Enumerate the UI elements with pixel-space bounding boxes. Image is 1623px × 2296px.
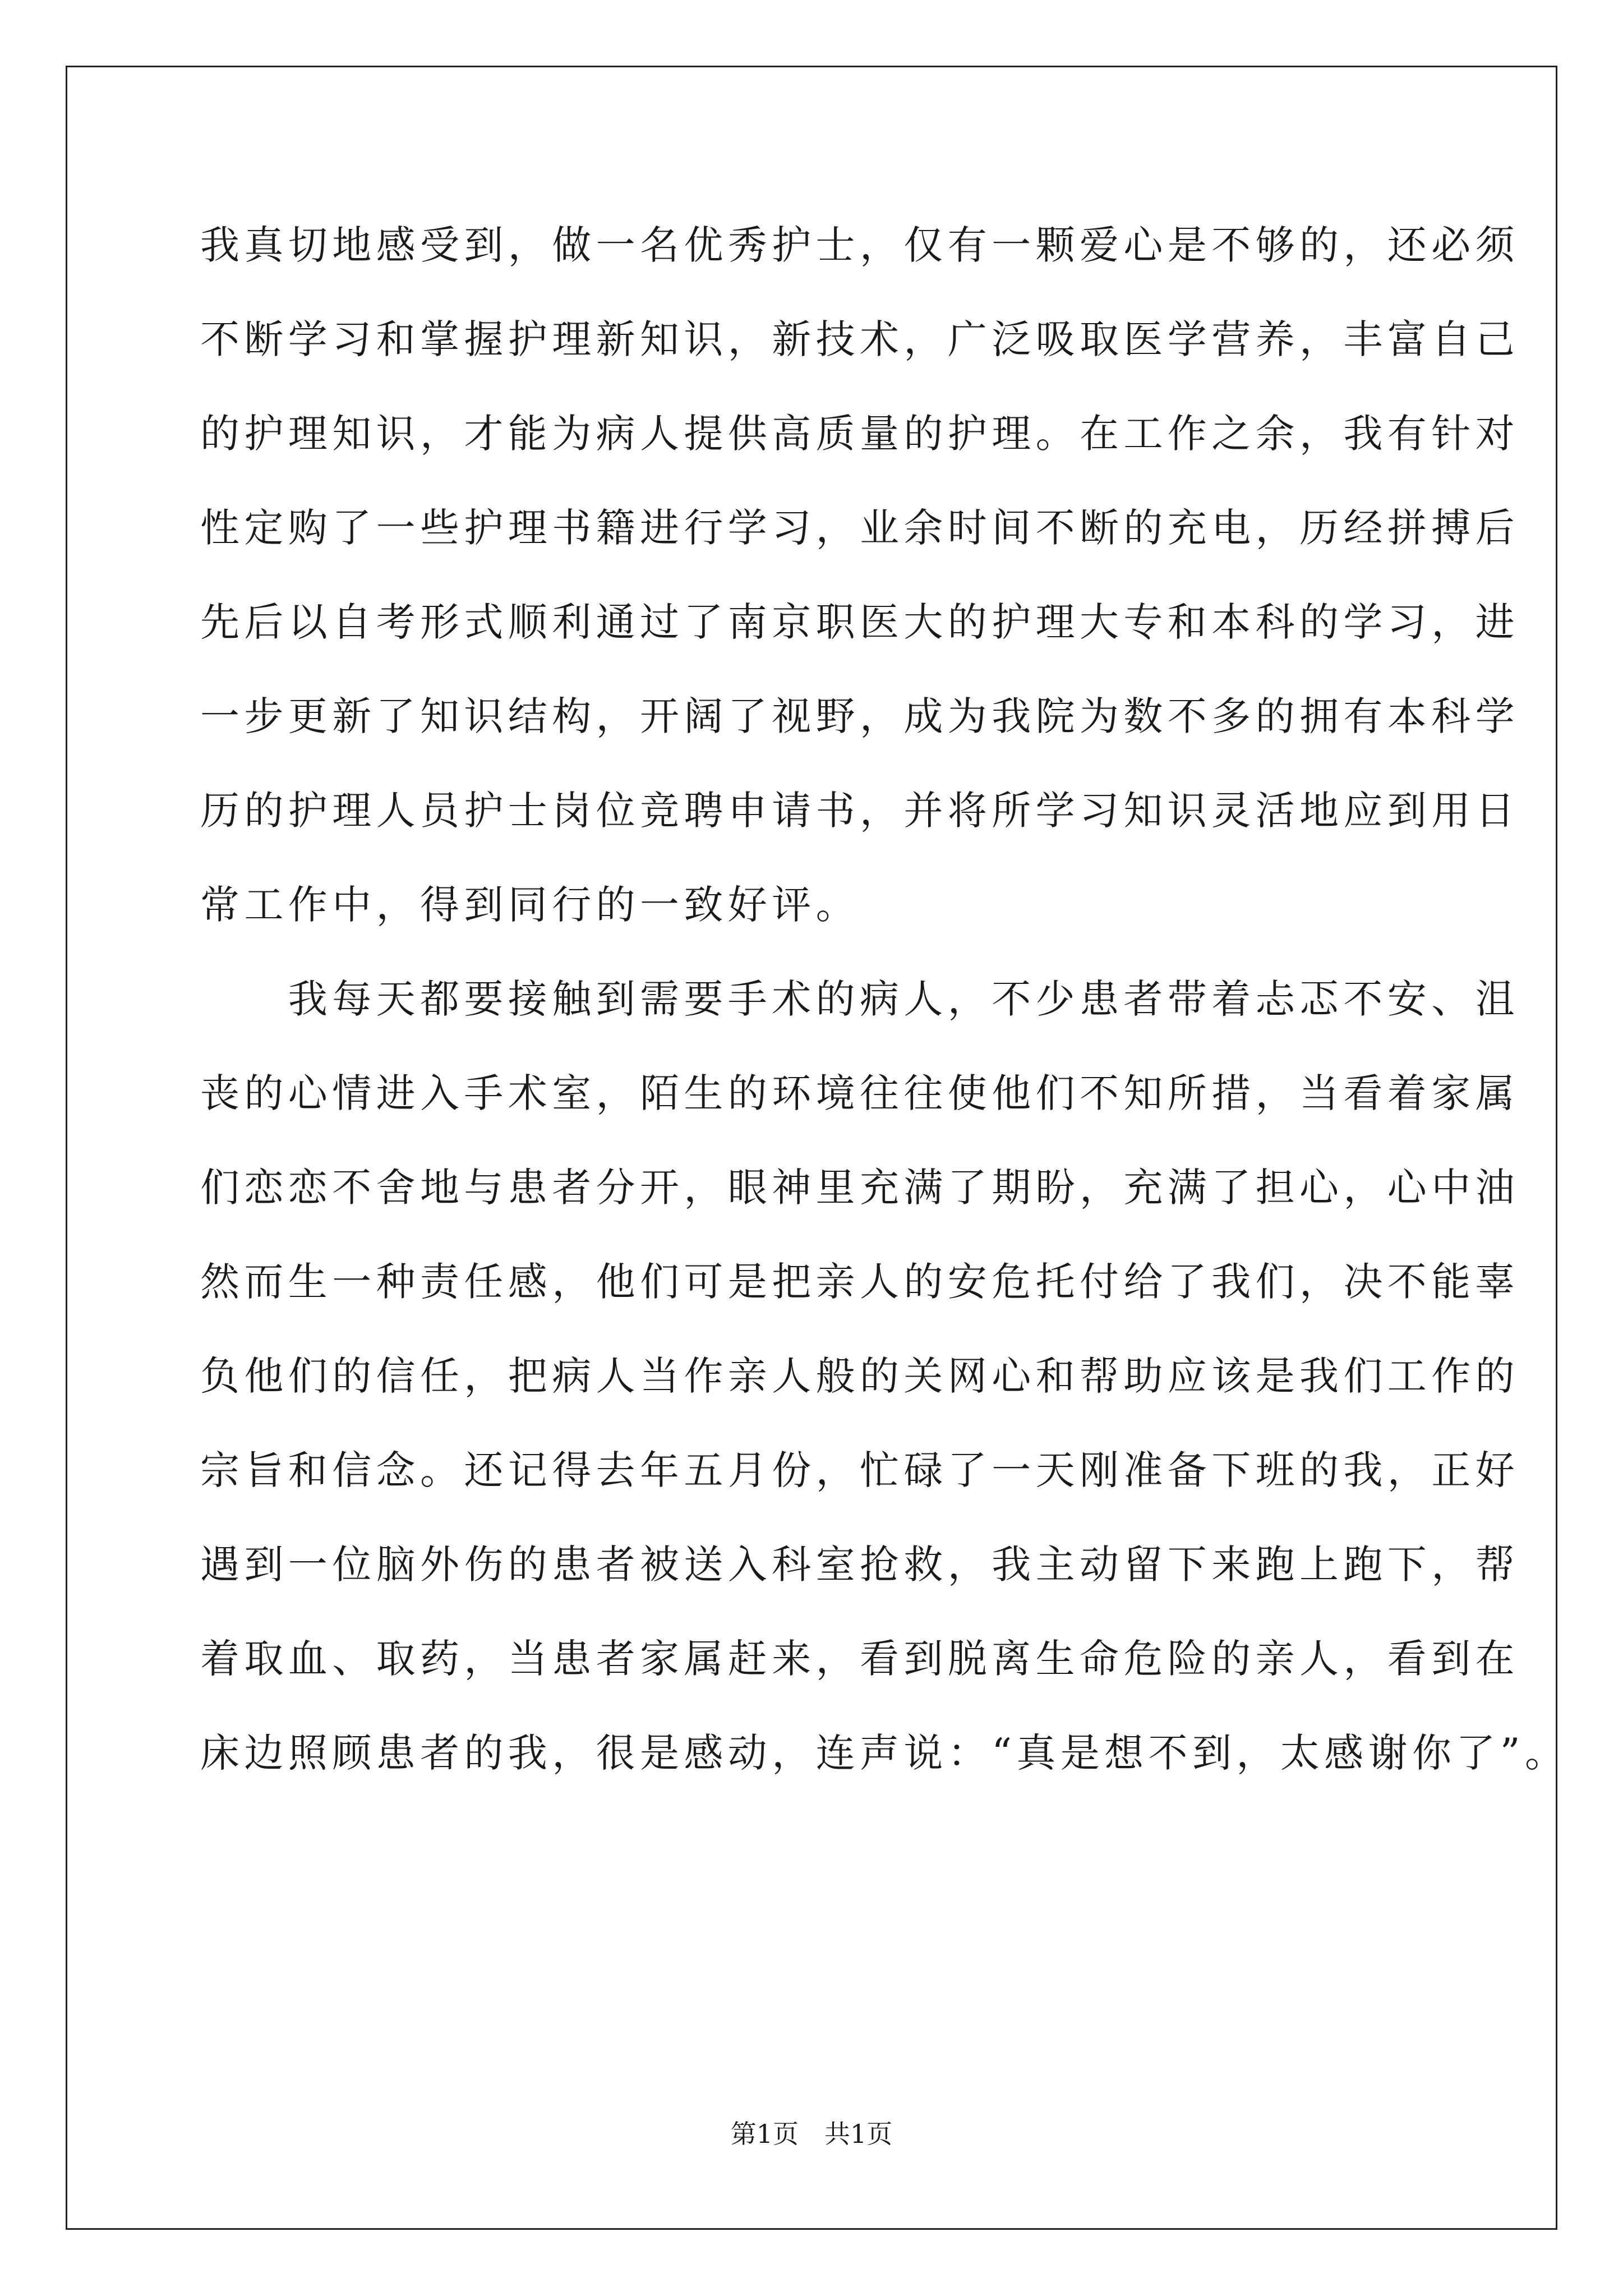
text-line: 负他们的信任，把病人当作亲人般的关网心和帮助应该是我们工作的 [200, 1353, 1519, 1399]
text-line: 先后以自考形式顺利通过了南京职医大的护理大专和本科的学习，进 [200, 599, 1519, 645]
text-line: 丧的心情进入手术室，陌生的环境往往使他们不知所措，当看着家属 [200, 1070, 1519, 1116]
text-line: 我真切地感受到，做一名优秀护士，仅有一颗爱心是不够的，还必须 [200, 222, 1519, 268]
text-line: 性定购了一些护理书籍进行学习，业余时间不断的充电，历经拼搏后 [200, 505, 1519, 551]
text-line: 遇到一位脑外伤的患者被送入科室抢救，我主动留下来跑上跑下，帮 [200, 1542, 1519, 1588]
text-line: 一步更新了知识结构，开阔了视野，成为我院为数不多的拥有本科学 [200, 693, 1519, 739]
text-line: 常工作中，得到同行的一致好评。 [200, 882, 860, 928]
text-line: 我每天都要接触到需要手术的病人，不少患者带着忐忑不安、沮 [200, 976, 1519, 1022]
text-line: 然而生一种责任感，他们可是把亲人的安危托付给了我们，决不能辜 [200, 1259, 1519, 1305]
text-line: 不断学习和掌握护理新知识，新技术，广泛吸取医学营养，丰富自己 [200, 316, 1519, 362]
text-line: 着取血、取药，当患者家属赶来，看到脱离生命危险的亲人，看到在 [200, 1636, 1519, 1682]
text-line: 床边照顾患者的我，很是感动，连声说：“真是想不到，太感谢你了”。 [200, 1730, 1569, 1776]
text-line: 历的护理人员护士岗位竞聘申请书，并将所学习知识灵活地应到用日 [200, 788, 1519, 834]
text-line: 的护理知识，才能为病人提供高质量的护理。在工作之余，我有针对 [200, 411, 1519, 457]
page-footer: 第1页 共1页 [730, 2119, 893, 2149]
page-border [66, 66, 1557, 2230]
text-line: 们恋恋不舍地与患者分开，眼神里充满了期盼，充满了担心，心中油 [200, 1165, 1519, 1211]
text-line: 宗旨和信念。还记得去年五月份，忙碌了一天刚准备下班的我，正好 [200, 1447, 1519, 1493]
